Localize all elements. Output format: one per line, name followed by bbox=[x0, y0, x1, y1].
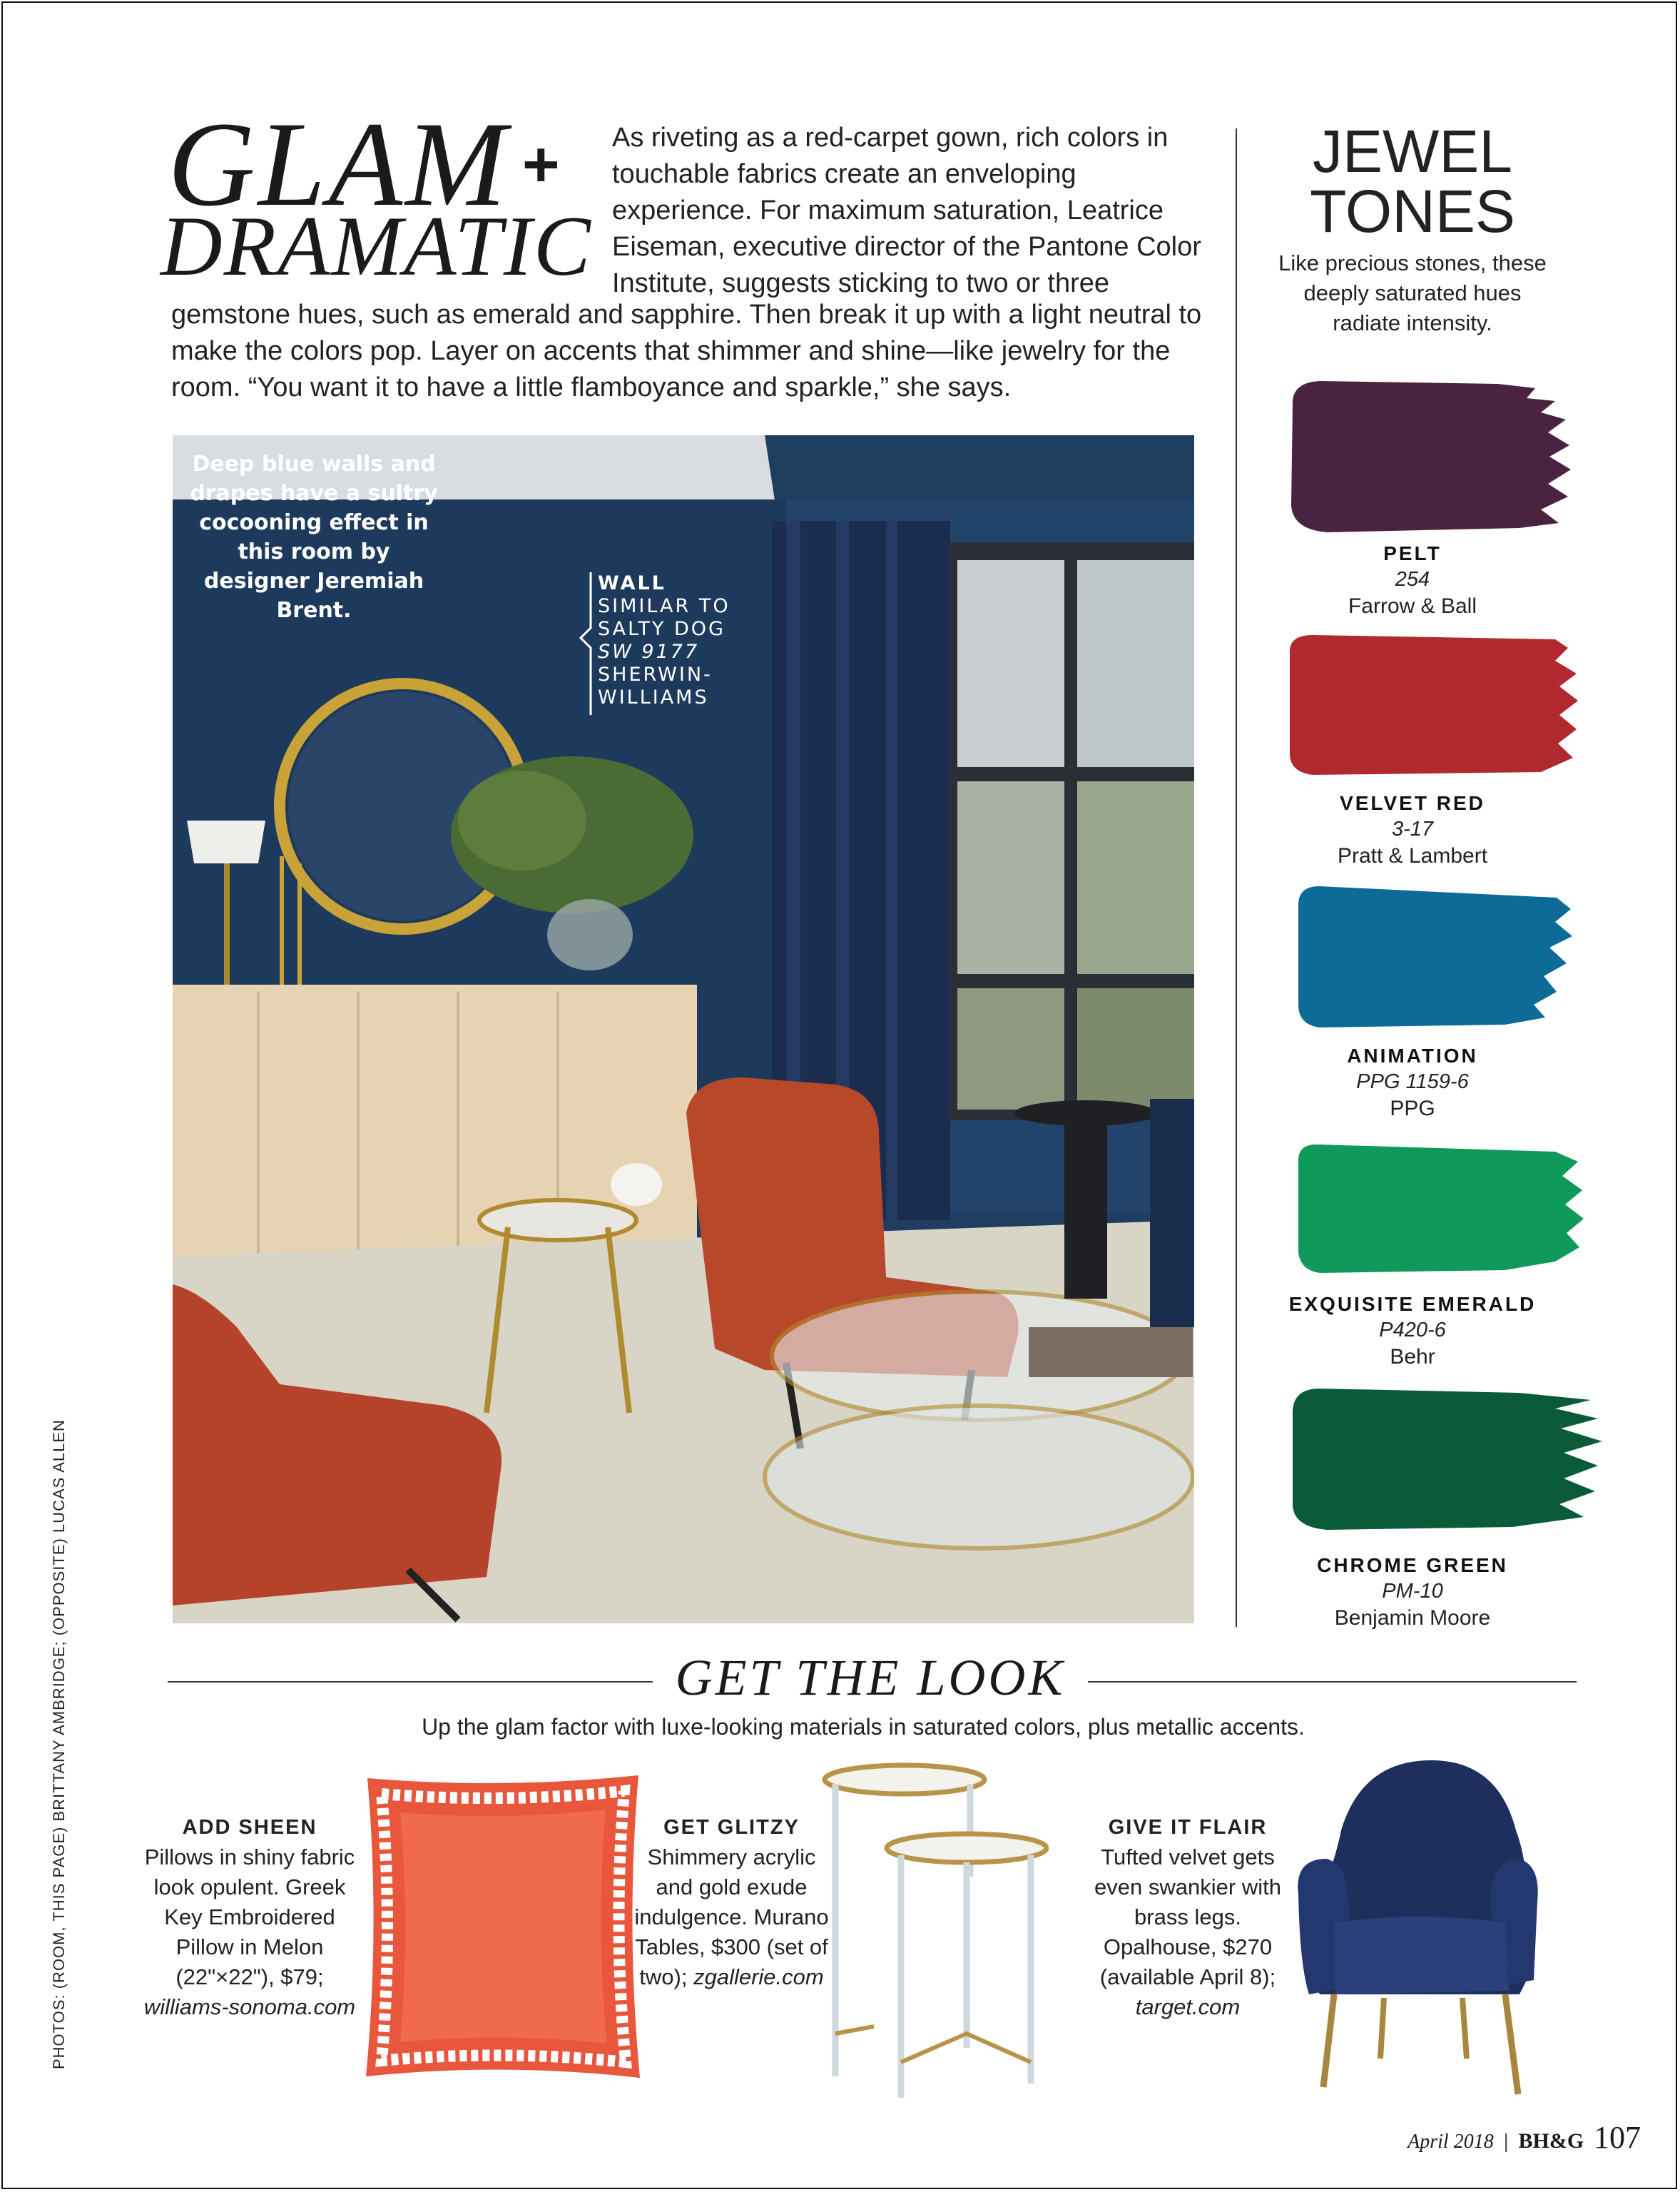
swatch-name: PELT bbox=[1383, 542, 1442, 564]
jewel-tones-title bbox=[1270, 118, 1555, 245]
jewel-tones-subtitle: Like precious stones, these deeply saturated hues radiate intensity. bbox=[1278, 250, 1547, 335]
product-heading: GIVE IT FLAIR bbox=[1108, 1816, 1268, 1839]
wall-label-line1: SIMILAR TO bbox=[598, 595, 730, 617]
swatch-name: EXQUISITE EMERALD bbox=[1288, 1293, 1537, 1315]
swatch-pelt-label bbox=[1270, 541, 1555, 620]
get-the-look-rule-right bbox=[1088, 1681, 1577, 1683]
swatch-pelt bbox=[1284, 377, 1584, 537]
wall-label-line2: SALTY DOG bbox=[598, 618, 726, 640]
swatch-chrome-green bbox=[1284, 1384, 1612, 1534]
product-add-sheen bbox=[143, 1812, 357, 2022]
photo-credit: PHOTOS: (ROOM, THIS PAGE) BRITTANY AMBRIDGE; (OPPOSITE) LUCAS ALLEN bbox=[50, 1419, 68, 2069]
velvet-chair-image bbox=[1291, 1752, 1544, 2101]
title-plus: + bbox=[522, 129, 560, 201]
jewel-title-line2: TONES bbox=[1310, 178, 1515, 245]
swatch-exquisite-emerald bbox=[1291, 1140, 1591, 1279]
swatch-animation-label bbox=[1270, 1043, 1555, 1122]
swatch-name: ANIMATION bbox=[1347, 1045, 1478, 1067]
wall-label-code: SW 9177 bbox=[598, 641, 700, 663]
swatch-velvet-red bbox=[1284, 632, 1584, 782]
get-the-look-title: GET THE LOOK bbox=[675, 1649, 1066, 1706]
jewel-title-line1: JEWEL bbox=[1312, 118, 1513, 185]
page-folio: April 2018 | BH&G 107 bbox=[1407, 2120, 1641, 2155]
wall-label-brand2: WILLIAMS bbox=[598, 686, 709, 709]
swatch-exquisite-emerald-label bbox=[1270, 1292, 1555, 1371]
magazine-name: BH&G bbox=[1518, 2129, 1584, 2153]
page-number: 107 bbox=[1594, 2120, 1641, 2155]
issue-date: April 2018 bbox=[1407, 2131, 1494, 2153]
swatch-brand: Behr bbox=[1390, 1345, 1435, 1369]
melon-pillow-image bbox=[360, 1770, 646, 2084]
swatch-chrome-green-label bbox=[1270, 1553, 1555, 1632]
murano-tables-image bbox=[803, 1762, 1049, 2105]
product-heading: ADD SHEEN bbox=[182, 1816, 317, 1839]
product-text: Pillows in shiny fabric look opulent. Greek Key Embroidered Pillow in Melon (22"×22"), $79; bbox=[144, 1845, 355, 1989]
get-the-look-subtitle: Up the glam factor with luxe-looking materials in saturated colors, plus metallic accents. bbox=[422, 1714, 1305, 1740]
swatch-brand: Farrow & Ball bbox=[1348, 594, 1477, 618]
product-link[interactable]: zgallerie.com bbox=[693, 1964, 824, 1989]
get-the-look-rule-left bbox=[168, 1681, 653, 1683]
swatch-name: CHROME GREEN bbox=[1317, 1554, 1508, 1576]
swatch-code: PPG 1159-6 bbox=[1356, 1070, 1469, 1093]
title-dramatic: DRAMATIC bbox=[161, 198, 592, 293]
swatch-animation bbox=[1291, 883, 1584, 1033]
product-text: Shimmery acrylic and gold exude indulgence. Murano Tables, $300 (set of two); bbox=[634, 1845, 829, 1989]
swatch-code: P420-6 bbox=[1379, 1319, 1446, 1341]
column-divider bbox=[1236, 128, 1237, 1627]
swatch-brand: PPG bbox=[1390, 1097, 1435, 1120]
swatch-name: VELVET RED bbox=[1340, 792, 1485, 814]
swatch-brand: Benjamin Moore bbox=[1334, 1606, 1491, 1630]
wall-label-heading: WALL bbox=[598, 572, 666, 594]
swatch-code: 3-17 bbox=[1391, 818, 1434, 841]
wall-paint-label bbox=[598, 572, 730, 709]
intro-text-bottom: gemstone hues, such as emerald and sapphire. Then break it up with a light neutral to make the colors pop. Layer on accents that shimmer and shine—like jewelry for the room. “You want it to have a little flamboyance and sparkle,” she says. bbox=[171, 300, 1202, 402]
product-link[interactable]: williams-sonoma.com bbox=[143, 1994, 356, 2019]
wall-label-brand1: SHERWIN- bbox=[598, 664, 713, 686]
product-text: Tufted velvet gets even swankier with brass legs. Opalhouse, $270 (available April 8); bbox=[1094, 1845, 1281, 1989]
photo-caption: Deep blue walls and drapes have a sultry cocooning effect in this room by designer Jeremiah Brent. bbox=[190, 452, 438, 623]
swatch-code: PM-10 bbox=[1382, 1580, 1443, 1603]
product-get-glitzy bbox=[633, 1812, 830, 1992]
title-glam: GLAM bbox=[168, 97, 509, 231]
intro-text-top: As riveting as a red-carpet gown, rich colors in touchable fabrics create an enveloping experience. For maximum saturation, Leatrice Eiseman, executive director of the Pantone Color Institute, suggests sticking to two or three bbox=[612, 123, 1201, 298]
swatch-velvet-red-label bbox=[1270, 791, 1555, 870]
product-heading: GET GLITZY bbox=[663, 1816, 800, 1839]
swatch-brand: Pratt & Lambert bbox=[1337, 844, 1488, 868]
swatch-code: 254 bbox=[1395, 568, 1430, 591]
product-link[interactable]: target.com bbox=[1135, 1994, 1241, 2019]
product-give-it-flair bbox=[1084, 1812, 1291, 2022]
